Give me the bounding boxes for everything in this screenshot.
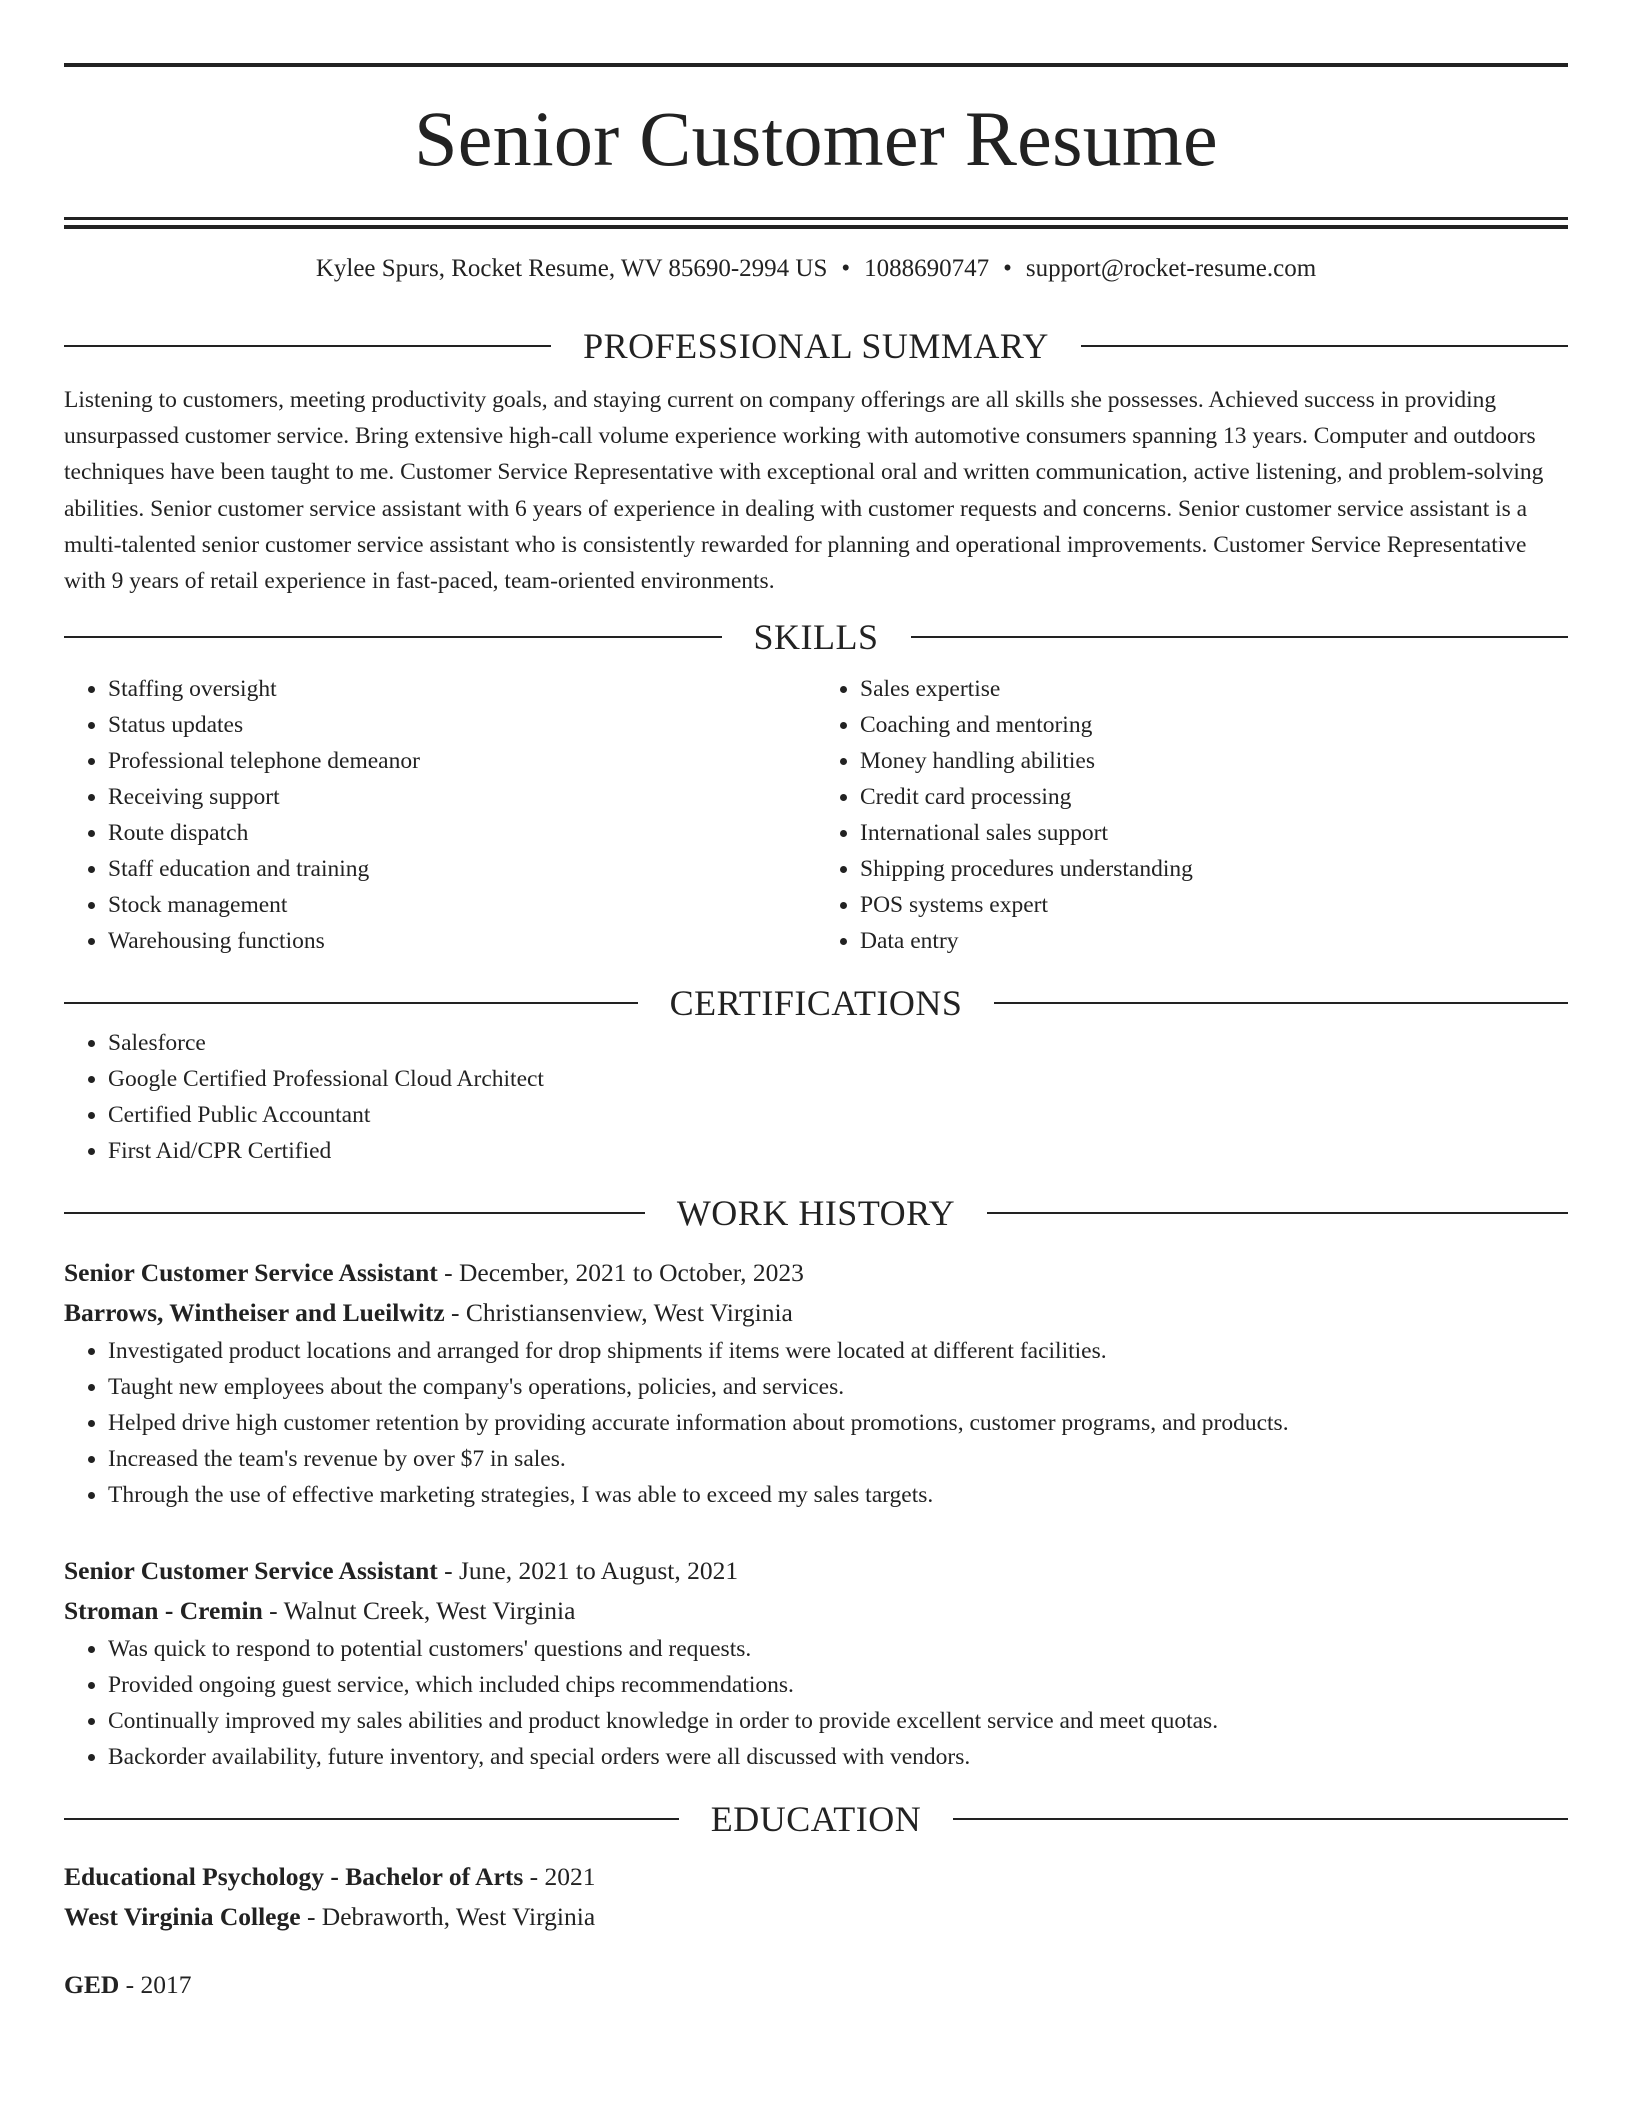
list-item: • International sales support bbox=[860, 815, 1568, 851]
job-title: Senior Customer Service Assistant bbox=[64, 1556, 438, 1586]
top-rule bbox=[64, 63, 1568, 67]
education-entry bbox=[64, 1965, 1568, 2005]
list-item: • Data entry bbox=[860, 923, 1568, 959]
list-item: • POS systems expert bbox=[860, 887, 1568, 923]
list-item: • Shipping procedures understanding bbox=[860, 851, 1568, 887]
job-company-line bbox=[64, 1591, 1568, 1631]
contact-email: support@rocket-resume.com bbox=[1025, 255, 1317, 282]
education-degree: Educational Psychology - Bachelor of Arts bbox=[64, 1862, 524, 1892]
list-item: • Provided ongoing guest service, which included chips recommendations. bbox=[108, 1667, 1568, 1703]
section-divider bbox=[1081, 345, 1568, 347]
work-section-header bbox=[64, 1191, 1568, 1235]
education-year: - 2017 bbox=[119, 1970, 192, 2000]
job-title-line bbox=[64, 1253, 1568, 1293]
education-year: - 2021 bbox=[523, 1862, 596, 1892]
education-school-line bbox=[64, 1897, 1568, 1937]
list-item: • Taught new employees about the company's operations, policies, and services. bbox=[108, 1369, 1568, 1405]
list-item: • First Aid/CPR Certified bbox=[108, 1133, 1568, 1169]
job-location: - Walnut Creek, West Virginia bbox=[262, 1596, 576, 1626]
list-item: • Professional telephone demeanor bbox=[108, 743, 816, 779]
section-divider bbox=[64, 1818, 679, 1820]
section-divider bbox=[64, 345, 551, 347]
section-divider bbox=[64, 1212, 645, 1214]
list-item: • Through the use of effective marketing strategies, I was able to exceed my sales targets. bbox=[108, 1477, 1568, 1513]
job-dates: - December, 2021 to October, 2023 bbox=[437, 1258, 804, 1288]
list-item: • Staff education and training bbox=[108, 851, 816, 887]
section-divider bbox=[64, 636, 722, 638]
job-company: Barrows, Wintheiser and Lueilwitz bbox=[64, 1298, 445, 1328]
job-entry bbox=[64, 1253, 1568, 1513]
work-heading: WORK HISTORY bbox=[676, 1193, 956, 1234]
list-item: • Credit card processing bbox=[860, 779, 1568, 815]
list-item: • Certified Public Accountant bbox=[108, 1097, 1568, 1133]
section-divider bbox=[987, 1212, 1568, 1214]
list-item: • Money handling abilities bbox=[860, 743, 1568, 779]
contact-line bbox=[64, 252, 1568, 286]
list-item: • Warehousing functions bbox=[108, 923, 816, 959]
list-item: • Salesforce bbox=[108, 1025, 1568, 1061]
certifications-section-header bbox=[64, 981, 1568, 1025]
skills-list-right bbox=[816, 671, 1568, 959]
skills-section-header bbox=[64, 615, 1568, 659]
list-item: • Stock management bbox=[108, 887, 816, 923]
job-company-line bbox=[64, 1293, 1568, 1333]
list-item: • Status updates bbox=[108, 707, 816, 743]
certifications-list bbox=[64, 1025, 1568, 1169]
education-degree: GED bbox=[64, 1970, 120, 2000]
job-entry bbox=[64, 1551, 1568, 1775]
education-entry bbox=[64, 1857, 1568, 1937]
contact-phone: 1088690747 bbox=[864, 255, 990, 282]
job-bullets bbox=[64, 1631, 1568, 1775]
section-divider bbox=[64, 1002, 638, 1004]
section-divider bbox=[953, 1818, 1568, 1820]
job-title: Senior Customer Service Assistant bbox=[64, 1258, 438, 1288]
list-item: • Increased the team's revenue by over $7 in sales. bbox=[108, 1441, 1568, 1477]
list-item: • Route dispatch bbox=[108, 815, 816, 851]
contact-separator: • bbox=[841, 255, 851, 282]
job-title-line bbox=[64, 1551, 1568, 1591]
job-bullets bbox=[64, 1333, 1568, 1513]
education-location: - Debraworth, West Virginia bbox=[300, 1902, 596, 1932]
list-item: • Continually improved my sales abilities and product knowledge in order to provide excellent service and meet quotas. bbox=[108, 1703, 1568, 1739]
contact-separator: • bbox=[1003, 255, 1012, 282]
list-item: • Coaching and mentoring bbox=[860, 707, 1568, 743]
resume-page bbox=[64, 0, 1568, 2005]
education-school: West Virginia College bbox=[64, 1902, 301, 1932]
section-divider bbox=[911, 636, 1569, 638]
skills-columns bbox=[64, 671, 1568, 959]
list-item: • Backorder availability, future inventory, and special orders were all discussed with vendors. bbox=[108, 1739, 1568, 1775]
education-heading: EDUCATION bbox=[710, 1799, 922, 1840]
certifications-heading: CERTIFICATIONS bbox=[669, 983, 963, 1024]
contact-address: Kylee Spurs, Rocket Resume, WV 85690-2994 US bbox=[315, 255, 828, 282]
summary-text: Listening to customers, meeting productivity goals, and staying current on company offerings are all skills she possesses. Achieved success in providing unsurpassed customer service. Bring extensive high-call volume experience working with automotive consumers spanning 13 years. Computer and outdoors techniques have been taught to me. Customer Service Representative with exceptional oral and written communication, active listening, and problem-solving abilities. Senior customer service assistant with 6 years of experience in dealing with customer requests and concerns. Senior customer service assistant is a multi-talented senior customer service assistant who is consistently rewarded for planning and operational improvements. Customer Service Representative with 9 years of retail experience in fast-paced, team-oriented environments. bbox=[64, 387, 1544, 595]
list-item: • Was quick to respond to potential customers' questions and requests. bbox=[108, 1631, 1568, 1667]
list-item: • Sales expertise bbox=[860, 671, 1568, 707]
skills-heading: SKILLS bbox=[753, 617, 879, 658]
list-item: • Helped drive high customer retention by providing accurate information about promotions, customer programs, and products. bbox=[108, 1405, 1568, 1441]
education-section-header bbox=[64, 1797, 1568, 1841]
resume-title: Senior Customer Resume bbox=[414, 95, 1218, 182]
summary-heading: PROFESSIONAL SUMMARY bbox=[583, 326, 1049, 366]
list-item: • Receiving support bbox=[108, 779, 816, 815]
summary-section-header bbox=[64, 324, 1568, 368]
skills-list-left bbox=[64, 671, 816, 959]
job-location: - Christiansenview, West Virginia bbox=[444, 1298, 793, 1328]
list-item: • Staffing oversight bbox=[108, 671, 816, 707]
title-double-rule bbox=[64, 217, 1568, 229]
section-divider bbox=[994, 1002, 1568, 1004]
job-company: Stroman - Cremin bbox=[64, 1596, 263, 1626]
list-item: • Investigated product locations and arranged for drop shipments if items were located at different facilities. bbox=[108, 1333, 1568, 1369]
education-degree-line bbox=[64, 1857, 1568, 1897]
job-dates: - June, 2021 to August, 2021 bbox=[437, 1556, 739, 1586]
education-degree-line bbox=[64, 1965, 1568, 2005]
list-item: • Google Certified Professional Cloud Architect bbox=[108, 1061, 1568, 1097]
